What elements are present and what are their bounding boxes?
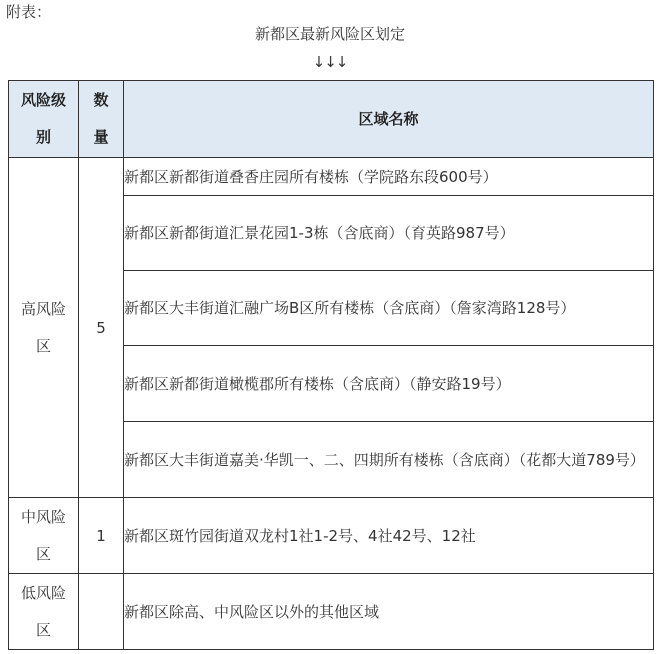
count-cell: 1 bbox=[79, 498, 124, 574]
area-name-cell: 新都区大丰街道汇融广场B区所有楼栋（含底商）（詹家湾路128号） bbox=[124, 271, 654, 346]
area-name-cell: 新都区除高、中风险区以外的其他区域 bbox=[124, 574, 654, 650]
header-count: 数量 bbox=[79, 81, 124, 158]
risk-level-cell: 高风险区 bbox=[9, 158, 79, 498]
risk-level-cell: 低风险区 bbox=[9, 574, 79, 650]
header-area-name: 区域名称 bbox=[124, 81, 654, 158]
area-name-cell: 新都区大丰街道嘉美·华凯一、二、四期所有楼栋（含底商）（花都大道789号） bbox=[124, 422, 654, 498]
count-cell bbox=[79, 574, 124, 650]
count-cell: 5 bbox=[79, 158, 124, 498]
risk-level-cell: 中风险区 bbox=[9, 498, 79, 574]
area-name-cell: 新都区新都街道橄榄郡所有楼栋（含底商）（静安路19号） bbox=[124, 346, 654, 422]
area-name-cell: 新都区新都街道汇景花园1-3栋（含底商）（育英路987号） bbox=[124, 196, 654, 271]
table-row bbox=[9, 574, 654, 650]
page-title: 新都区最新风险区划定 bbox=[254, 25, 405, 43]
down-arrows: ↓↓↓ bbox=[312, 53, 348, 71]
risk-area-table bbox=[8, 80, 654, 650]
area-name-cell: 新都区斑竹园街道双龙村1社1-2号、4社42号、12社 bbox=[124, 498, 654, 574]
header-risk-level: 风险级别 bbox=[9, 81, 79, 158]
area-name-cell: 新都区新都街道叠香庄园所有楼栋（学院路东段600号） bbox=[124, 158, 654, 196]
table-row bbox=[9, 498, 654, 574]
appendix-label: 附表： bbox=[6, 3, 52, 21]
table-header-row bbox=[9, 81, 654, 158]
table-row bbox=[9, 158, 654, 196]
